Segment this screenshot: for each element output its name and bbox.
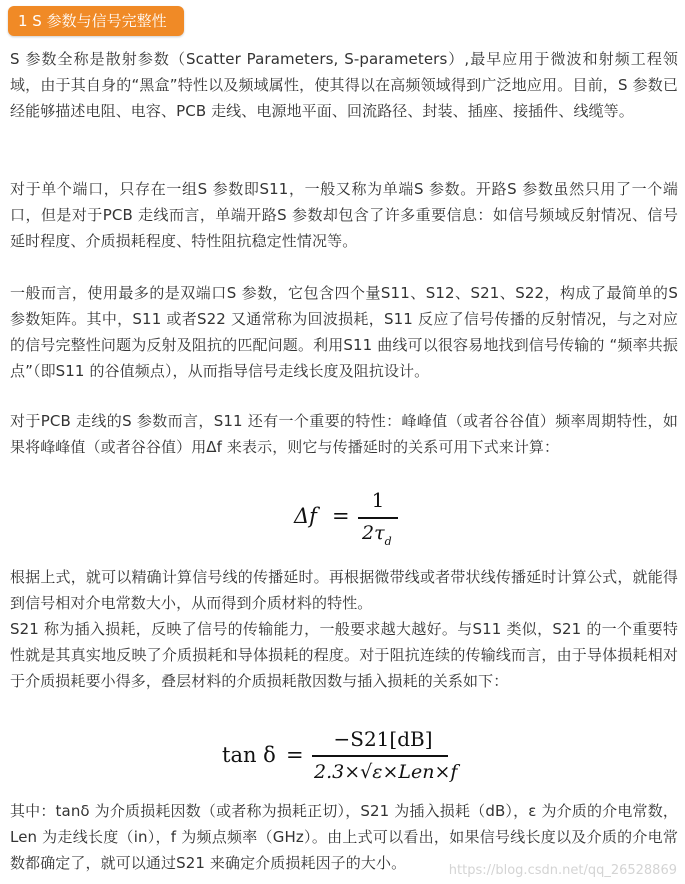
formula2-lhs: tan δ [222, 743, 276, 767]
formula2-equals: = [286, 743, 304, 767]
source-watermark: https://blog.csdn.net/qq_26528869 [448, 863, 677, 878]
tan-delta-formula [222, 725, 458, 791]
formula1-lhs: Δf [294, 504, 317, 528]
formula2-fraction-bar [312, 755, 448, 757]
formula2-numerator: −S21[dB] [333, 727, 433, 751]
formula1-denominator [362, 522, 392, 548]
delta-f-formula [292, 484, 412, 554]
paragraph-symbol-explanation: 其中：tanδ 为介质损耗因数（或者称为损耗正切），S21 为插入损耗（dB），ε 为介质的介电常数，Len 为走线长度（in），f 为频点频率（GHz）。由上式可以看出，如果信号线长度以及介质的介电常数都确定了，就可以通过S21 来确定介质损耗因子的大小。 [10, 802, 678, 872]
section-heading-text: 1 S 参数与信号完整性 [18, 12, 167, 30]
formula1-denominator-sub: d [384, 535, 392, 548]
paragraph-delay-calc: 根据上式，就可以精确计算信号线的传播延时。再根据微带线或者带状线传播延时计算公式，就能得到信号相对介电常数大小，从而得到介质材料的特性。 [10, 568, 678, 612]
paragraph-two-port: 一般而言，使用最多的是双端口S 参数，它包含四个量S11、S12、S21、S22，构成了最简单的S 参数矩阵。其中，S11 或者S22 又通常称为回波损耗，S11 反应了信号传播的反射情况，与之对应的信号完整性问题为反射及阻抗的匹配问题。利用S11 曲线可以很容易地找到信号传输的 “频率共振点”（即S11 的谷值频点），从而指导信号走线长度及阻抗设计。 [10, 284, 678, 380]
formula1-denominator-main: 2τ [362, 522, 385, 544]
section-heading [8, 6, 184, 36]
formula1-numerator: 1 [371, 488, 385, 512]
paragraph-single-port: 对于单个端口，只存在一组S 参数即S11，一般又称为单端S 参数。开路S 参数虽然只用了一个端口，但是对于PCB 走线而言，单端开路S 参数却包含了许多重要信息：如信号频域反射情况、信号延时程度、介质损耗程度、特性阻抗稳定性情况等。 [10, 180, 678, 250]
paragraph-insertion-loss: S21 称为插入损耗，反映了信号的传输能力，一般要求越大越好。与S11 类似，S21 的一个重要特性就是其真实地反映了介质损耗和导体损耗的程度。对于阻抗连续的传输线而言，由于导体损耗相对于介质损耗要小得多，叠层材料的介质损耗散因数与插入损耗的关系如下： [10, 620, 678, 690]
formula2-denominator: 2.3×√ε×Len×f [314, 761, 458, 783]
paragraph-periodic-feature: 对于PCB 走线的S 参数而言，S11 还有一个重要的特性：峰峰值（或者谷谷值）频率周期特性，如果将峰峰值（或者谷谷值）用Δf 来表示，则它与传播延时的关系可用下式来计算： [10, 412, 678, 456]
formula1-fraction-bar [358, 517, 398, 519]
formula1-equals: = [332, 504, 350, 528]
paragraph-s-param-intro: S 参数全称是散射参数（Scatter Parameters, S-parameters）,最早应用于微波和射频工程领域，由于其自身的“黑盒”特性以及频域属性，使其得以在高频领域得到广泛地应用。目前，S 参数已经能够描述电阻、电容、PCB 走线、电源地平面、回流路径、封装、插座、接插件、线缆等。 [10, 50, 678, 120]
